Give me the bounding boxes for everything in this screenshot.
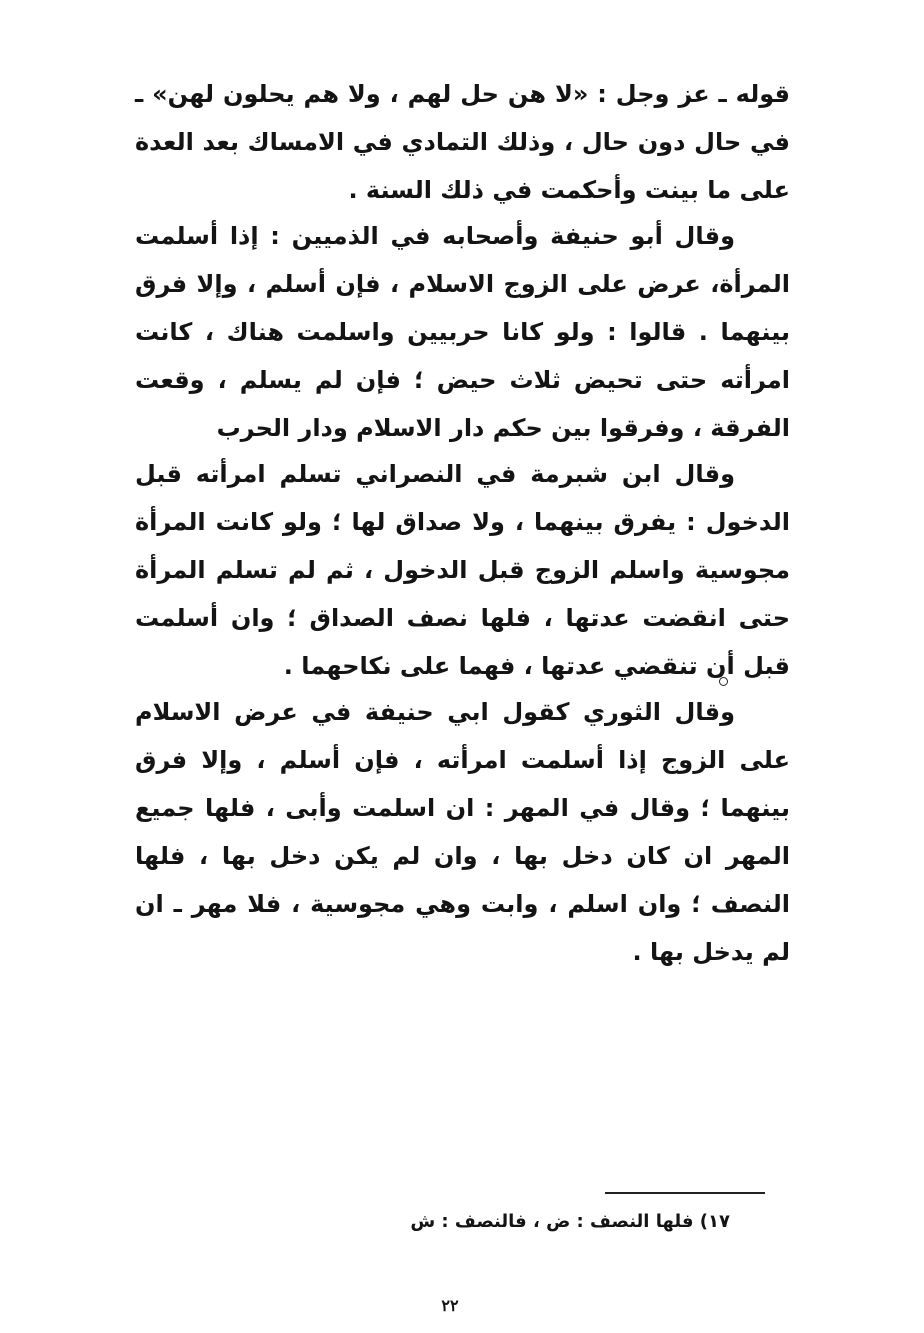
paragraph-4: وقال الثوري كقول ابي حنيفة في عرض الاسلام على الزوج إذا أسلمت امرأته ، فإن أسلم ، وإلا فرق بينهما ؛ وقال في المهر : ان اسلمت وأبى ، فلها جميع المهر ان كان دخل بها ، وان لم يكن دخل بها ، فلها النصف ؛ وان اسلم ، وابت وهي مجوسية ، فلا مهر ـ ان لم يدخل بها . bbox=[135, 698, 790, 966]
paragraph-3: وقال ابن شبرمة في النصراني تسلم امرأته قبل الدخول : يفرق بينهما ، ولا صداق لها ؛ ولو كانت المرأة مجوسية واسلم الزوج قبل الدخول ، ثم لم تسلم المرأة حتى انقضت عدتها ، فلها نصف الصداق ؛ وان أسلمت قبل أن تنقضي عدتها ، فهما على نكاحهما . bbox=[135, 460, 790, 680]
circle-mark-icon bbox=[719, 677, 728, 686]
paragraph-2: وقال أبو حنيفة وأصحابه في الذميين : إذا أسلمت المرأة، عرض على الزوج الاسلام ، فإن أسلم ، وإلا فرق بينهما . قالوا : ولو كانا حربيين واسلمت هناك ، كانت امرأته حتى تحيض ثلاث حيض ؛ فإن لم يسلم ، وقعت الفرقة ، وفرقوا بين حكم دار الاسلام ودار الحرب bbox=[135, 222, 790, 442]
footnote-divider bbox=[605, 1192, 765, 1194]
main-text bbox=[135, 0, 790, 1000]
footnote: ١٧) فلها النصف : ض ، فالنصف : ش bbox=[410, 1211, 730, 1232]
paragraph-1: قوله ـ عز وجل : «لا هن حل لهم ، ولا هم يحلون لهن» ـ في حال دون حال ، وذلك التمادي في الامساك بعد العدة على ما بينت وأحكمت في ذلك السنة . bbox=[135, 80, 790, 204]
page-number: ٢٢ bbox=[441, 1296, 459, 1315]
